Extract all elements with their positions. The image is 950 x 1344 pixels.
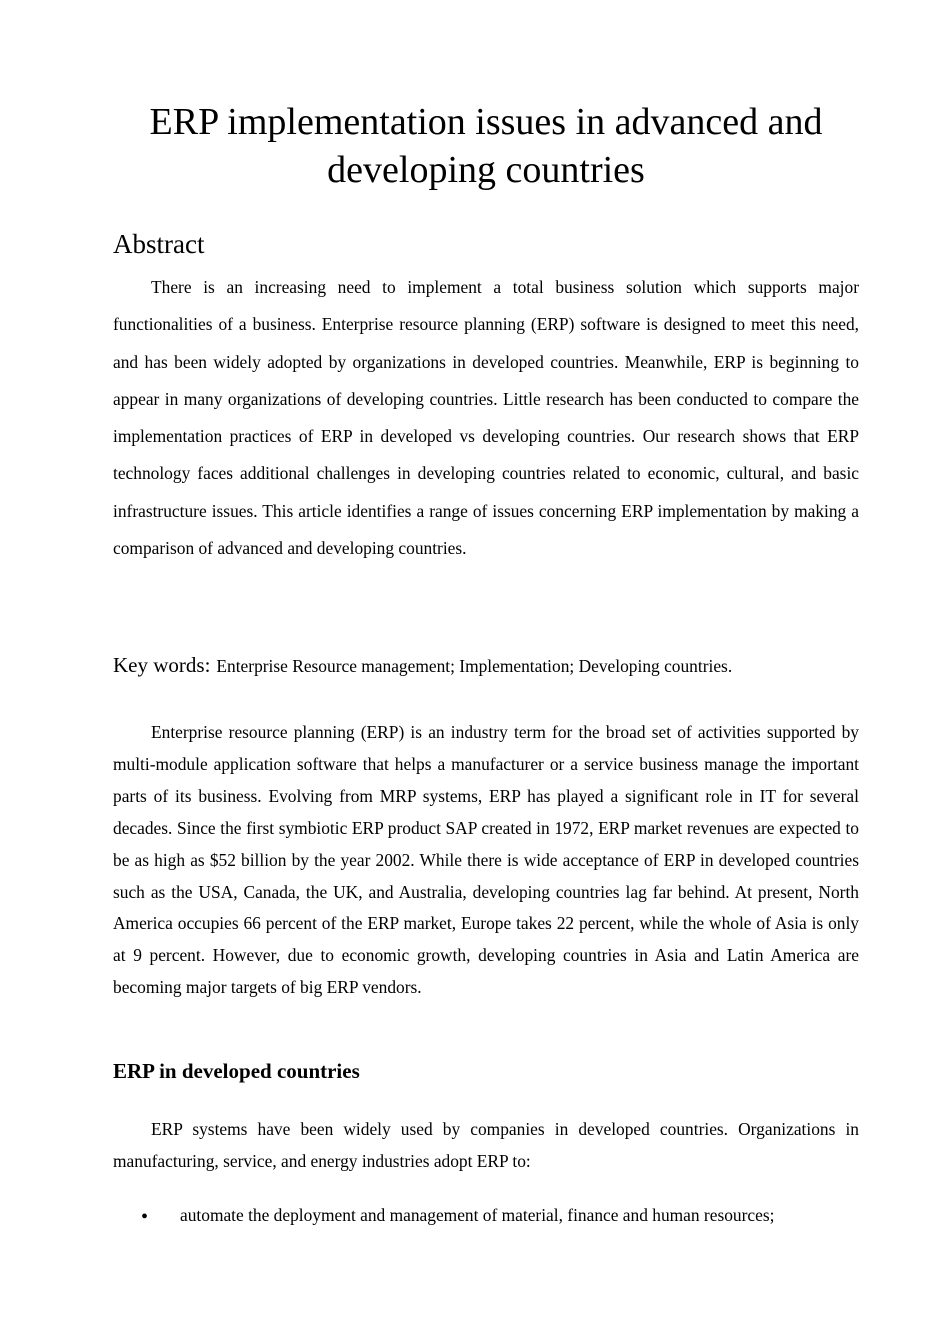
bullet-icon: • <box>141 1206 149 1228</box>
list-item <box>113 1199 859 1231</box>
bullet-list <box>113 1199 859 1231</box>
list-item-text: automate the deployment and management of material, finance and human resources; <box>180 1205 775 1225</box>
intro-paragraph: Enterprise resource planning (ERP) is an industry term for the broad set of activities supported by multi-module application software that helps a manufacturer or a service business manage the important parts of its business. Evolving from MRP systems, ERP has played a significant role in IT for several decades. Since the first symbiotic ERP product SAP created in 1972, ERP market revenues are expected to be as high as $52 billion by the year 2002. While there is wide acceptance of ERP in developed countries such as the USA, Canada, the UK, and Australia, developing countries lag far behind. At present, North America occupies 66 percent of the ERP market, Europe takes 22 percent, while the whole of Asia is only at 9 percent. However, due to economic growth, developing countries in Asia and Latin America are becoming major targets of big ERP vendors. <box>113 722 859 998</box>
paper-title: ERP implementation issues in advanced and developing countries <box>149 101 823 191</box>
keywords-label: Key words: <box>113 653 211 677</box>
abstract-heading: Abstract <box>113 229 205 259</box>
abstract-paragraph: There is an increasing need to implement a total business solution which supports major functionalities of a business. Enterprise resource planning (ERP) software is designed to meet this need, and has been widely adopted by organizations in developed countries. Meanwhile, ERP is beginning to appear in many organizations of developing countries. Little research has been conducted to compare the implementation practices of ERP in developed vs developing countries. Our research shows that ERP technology faces additional challenges in developing countries related to economic, cultural, and basic infrastructure issues. This article identifies a range of issues concerning ERP implementation by making a comparison of advanced and developing countries. <box>113 277 859 559</box>
keywords-line <box>113 650 859 681</box>
section-heading: ERP in developed countries <box>113 1059 360 1083</box>
section-paragraph: ERP systems have been widely used by companies in developed countries. Organizations in manufacturing, service, and energy industries adopt ERP to: <box>113 1119 859 1171</box>
keywords-text: Enterprise Resource management; Implementation; Developing countries. <box>216 656 733 676</box>
